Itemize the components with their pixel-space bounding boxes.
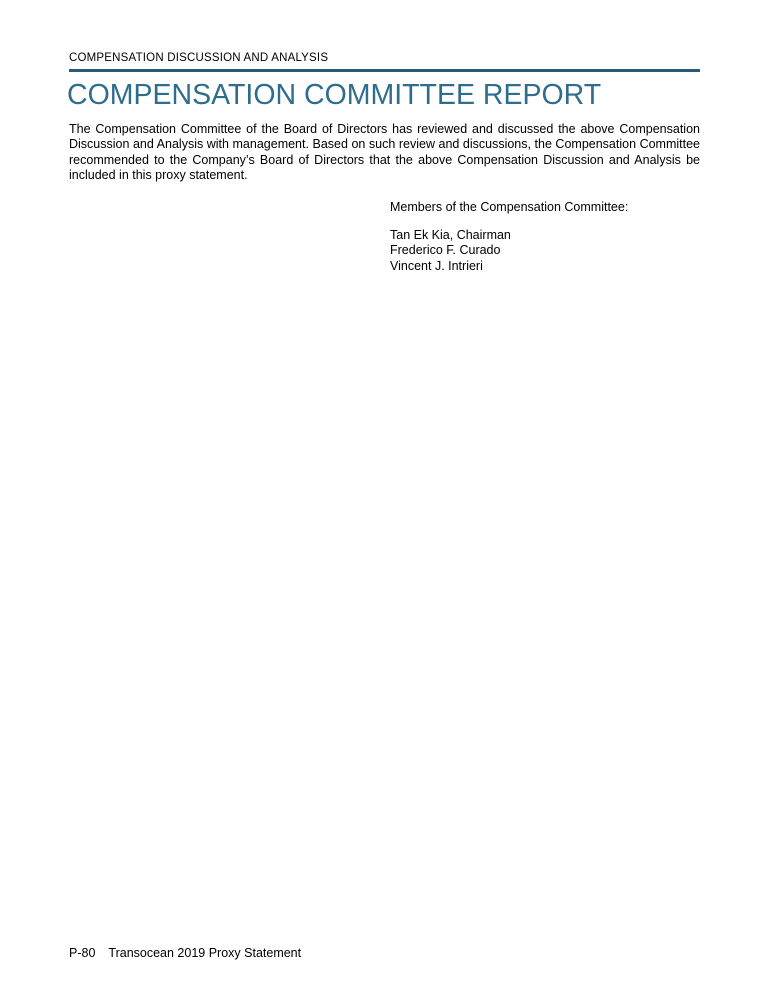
member-name: Frederico F. Curado	[390, 243, 501, 258]
page-title: COMPENSATION COMMITTEE REPORT	[67, 79, 602, 111]
footer-document-title: Transocean 2019 Proxy Statement	[108, 946, 302, 960]
members-block	[390, 200, 628, 274]
page-footer	[69, 946, 301, 960]
section-header-label: COMPENSATION DISCUSSION AND ANALYSIS	[69, 52, 329, 64]
body-paragraph: The Compensation Committee of the Board of Directors has reviewed and discussed the above Compensation Discussion and Analysis with management. Based on such review and discussions, the Compensation Committee recommended to the Company’s Board of Directors that the above Compensation Discussion and Analysis be included in this proxy statement.	[69, 122, 700, 183]
header-rule-divider	[69, 69, 700, 72]
member-name-chairman: Tan Ek Kia, Chairman	[390, 228, 511, 242]
member-name: Vincent J. Intrieri	[390, 258, 483, 273]
page-number: P-80	[69, 946, 96, 960]
members-names-list	[390, 228, 628, 274]
members-heading: Members of the Compensation Committee:	[390, 200, 629, 214]
